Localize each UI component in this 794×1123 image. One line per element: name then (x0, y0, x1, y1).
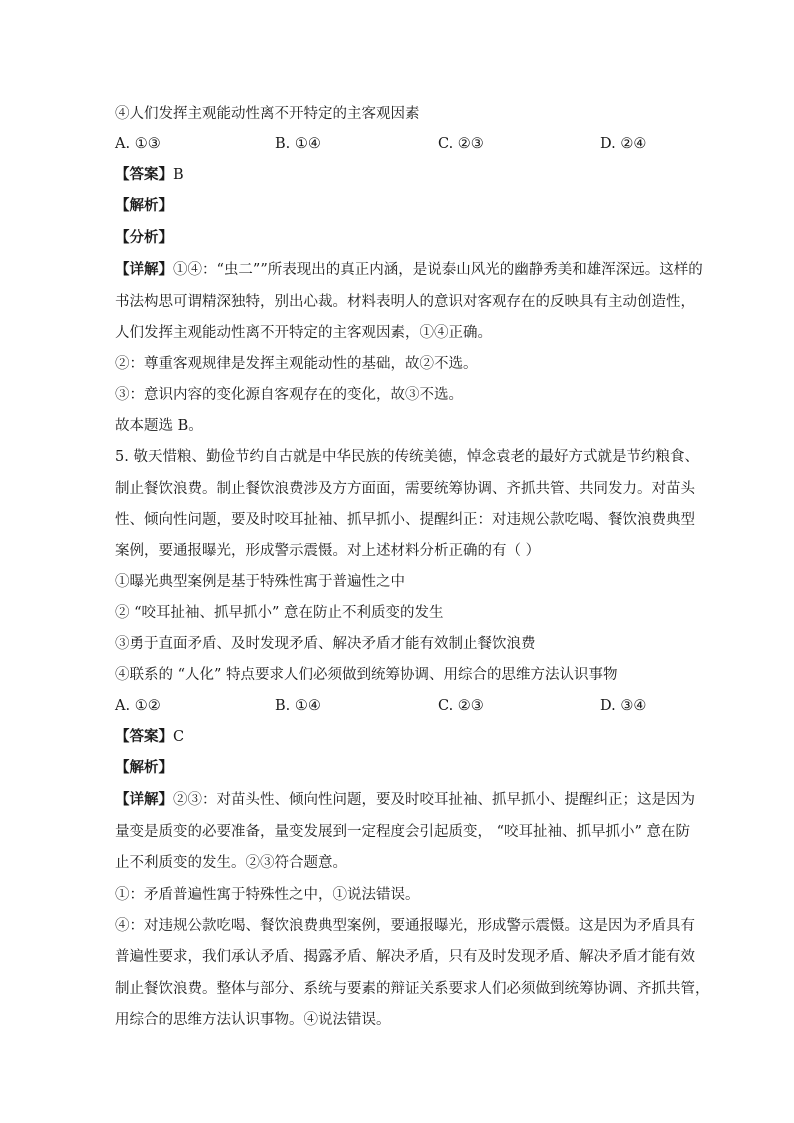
detail-tag: 【详解】 (115, 261, 173, 278)
q5-option-c: C. ②③ (438, 698, 484, 714)
q5-option-d: D. ③④ (600, 698, 647, 714)
q5-detail-line-6: 普遍性要求，我们承认矛盾、揭露矛盾、解决矛盾，只有及时发现矛盾、解决矛盾才能有效 (115, 949, 695, 965)
answer-value: C (173, 729, 185, 745)
q5-analysis-tag: 【解析】 (115, 759, 173, 776)
detail-text: ①④：“虫二””所表现出的真正内涵，是说泰山风光的幽静秀美和雄浑深远。这样的 (173, 262, 703, 278)
detail-text: ②③：对苗头性、倾向性问题，要及时咬耳扯袖、抓早抓小、提醒纠正；这是因为 (173, 792, 695, 808)
q5-item-3: ③勇于直面矛盾、及时发现矛盾、解决矛盾才能有效制止餐饮浪费 (115, 636, 536, 652)
q4-option-a: A. ①③ (115, 136, 161, 152)
q5-stem-line-4: 案例，要通报曝光，形成警示震慑。对上述材料分析正确的有（ ） (115, 543, 541, 559)
q5-item-4: ④联系的 “人化” 特点要求人们必须做到统筹协调、用综合的思维方法认识事物 (115, 667, 618, 683)
answer-tag: 【答案】 (115, 166, 173, 183)
q5-stem-line-2: 制止餐饮浪费。制止餐饮浪费涉及方方面面，需要统筹协调、齐抓共管、共同发力。对苗头 (115, 481, 695, 497)
q5-item-2: ② “咬耳扯袖、抓早抓小” 意在防止不利质变的发生 (115, 605, 444, 621)
q4-analysis-tag: 【解析】 (115, 197, 173, 214)
q5-stem-line-1: 5. 敬天惜粮、勤俭节约自古就是中华民族的传统美德，悼念袁老的最好方式就是节约粮食、 (115, 449, 699, 465)
q4-fenxi-tag: 【分析】 (115, 229, 173, 246)
detail-tag: 【详解】 (115, 791, 173, 808)
q5-option-b: B. ①④ (275, 698, 321, 714)
q5-detail-line-4: ①：矛盾普遍性寓于特殊性之中，①说法错误。 (115, 887, 420, 903)
q5-answer (115, 727, 685, 747)
answer-value: B (173, 167, 184, 183)
q5-item-1: ①曝光典型案例是基于特殊性寓于普遍性之中 (115, 574, 405, 590)
q4-detail-line-5: ③：意识内容的变化源自客观存在的变化，故③不选。 (115, 387, 463, 403)
q4-option-b: B. ①④ (275, 136, 321, 152)
q5-stem-line-3: 性、倾向性问题，要及时咬耳扯袖、抓早抓小、提醒纠正：对违规公款吃喝、餐饮浪费典型 (115, 512, 695, 528)
q4-detail-line-2: 书法构思可谓精深独特，别出心裁。材料表明人的意识对客观存在的反映具有主动创造性， (115, 294, 695, 310)
q5-detail-line-7: 制止餐饮浪费。整体与部分、系统与要素的辩证关系要求人们必须做到统筹协调、齐抓共管， (115, 981, 710, 997)
q4-option-d: D. ②④ (600, 136, 647, 152)
q4-detail-line-3: 人们发挥主观能动性离不开特定的主客观因素，①④正确。 (115, 325, 492, 341)
q5-detail-line-3: 止不利质变的发生。②③符合题意。 (115, 855, 347, 871)
q4-answer (115, 165, 685, 185)
q5-detail-line-5: ④：对违规公款吃喝、餐饮浪费典型案例，要通报曝光，形成警示震慑。这是因为矛盾具有 (115, 918, 695, 934)
q5-detail-line-2: 量变是质变的必要准备，量变发展到一定程度会引起质变， “咬耳扯袖、抓早抓小” 意在防 (115, 824, 691, 840)
q5-detail-line-8: 用综合的思维方法认识事物。④说法错误。 (115, 1012, 391, 1028)
q4-option-c: C. ②③ (438, 136, 484, 152)
q4-detail-line-1 (115, 260, 703, 280)
q5-option-a: A. ①② (115, 698, 161, 714)
q4-conclusion: 故本题选 B。 (115, 418, 203, 434)
q4-item-4: ④人们发挥主观能动性离不开特定的主客观因素 (115, 106, 420, 122)
q4-detail-line-4: ②：尊重客观规律是发挥主观能动性的基础，故②不选。 (115, 356, 478, 372)
q5-detail-line-1 (115, 790, 695, 810)
answer-tag: 【答案】 (115, 728, 173, 745)
